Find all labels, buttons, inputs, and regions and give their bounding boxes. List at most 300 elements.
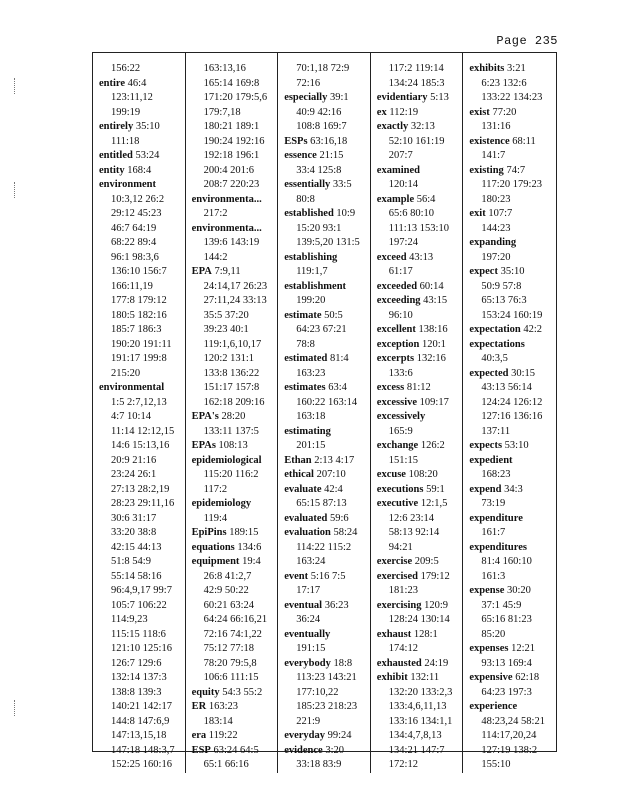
index-refs-line: 96:10 [388,309,413,321]
index-entry [469,642,553,657]
index-term: ethical [284,469,314,480]
index-refs-line: 139:5,20 131:5 [296,237,360,248]
index-refs-line: 133:8 136:22 [203,367,260,379]
index-refs-line: 64:24 66:16,21 [203,614,268,625]
index-refs-line: 179:7,18 [203,106,241,118]
index-refs-line: 199:19 [111,106,141,118]
index-refs-line: 26:8 41:2,7 [203,570,252,582]
index-refs: 50:5 [324,309,343,321]
index-refs: 42:4 [324,483,343,495]
index-refs-line: 165:14 169:8 [203,77,260,89]
index-refs: 2:13 4:17 [314,454,355,466]
index-refs-line: 133:11 137:5 [203,425,259,437]
index-refs-line: 6:23 132:6 [481,77,527,89]
index-refs-line: 177:8 179:12 [111,295,167,306]
index-refs-line: 58:13 92:14 [388,527,440,538]
index-term: expedient [469,454,513,466]
index-term: environmenta... [191,193,262,205]
index-refs: 126:2 [420,440,445,451]
index-term: exhibit [376,672,408,683]
index-refs: 99:24 [327,730,352,741]
index-refs-line: 117:20 179:23 [481,179,542,190]
index-entry [99,149,182,164]
index-column-3 [278,53,371,773]
index-refs-line: 43:13 56:14 [481,382,532,393]
index-refs: 119:22 [208,730,238,741]
index-refs-line: 24:14,17 26:23 [203,280,268,292]
index-refs-line: 17:17 [296,585,321,596]
index-refs-line: 128:24 130:14 [388,614,450,625]
index-refs: 3:21 [507,63,526,74]
index-entry [377,468,460,483]
index-refs-line: 42:15 44:13 [111,541,162,553]
index-refs-line: 133:6 [388,367,413,379]
index-refs-line: 40:9 42:16 [296,106,342,118]
index-refs-line: 111:18 [111,135,140,147]
index-refs-line: 133:4,6,11,13 [388,701,447,712]
index-entry [192,410,275,425]
index-entry [192,541,275,556]
index-term: examined [376,164,420,176]
index-entry [469,207,553,222]
index-refs-line: 207:7 [388,150,413,161]
index-term: exhaust [376,628,412,640]
index-refs-line: 153:24 160:19 [481,309,543,321]
index-refs: 21:15 [319,150,344,161]
index-entry [377,396,460,411]
index-refs: 63:24 64:5 [213,744,259,756]
index-term: EPAs [191,440,216,451]
index-refs-line: 185:7 186:3 [111,324,162,335]
index-term: exceed [376,251,407,263]
index-refs-line: 172:12 [388,759,418,770]
index-refs: 32:13 [410,121,435,132]
index-refs-line: 20:9 21:16 [111,454,157,466]
index-refs-line: 119:1,6,10,17 [203,338,262,350]
index-term: expenditures [469,541,527,553]
index-term: excess [376,382,405,393]
index-refs-line: 201:15 [296,440,326,451]
index-refs-line: 126:7 129:6 [111,657,162,669]
index-refs: 168:4 [127,164,152,176]
index-refs-line: 190:24 192:16 [203,135,265,147]
index-refs-line: 119:4 [203,512,228,524]
index-refs-line: 68:22 89:4 [111,237,157,248]
index-refs: 163:23 [208,701,238,712]
index-refs-line: 30:6 31:17 [111,512,157,524]
index-refs-line: 120:2 131:1 [203,353,255,364]
index-entry [377,120,460,135]
index-refs: 179:12 [420,570,450,582]
index-term: exceeding [376,295,421,306]
index-refs-line: 123:11,12 [111,92,153,103]
index-term: exhibits [469,63,505,74]
word-index-table [92,52,557,770]
index-refs-line: 200:4 201:6 [203,164,255,176]
index-term: evaluation [284,527,331,538]
index-entry [377,381,460,396]
index-column-2 [186,53,279,773]
index-refs-line: 191:15 [296,643,326,654]
index-term: exercising [376,599,422,611]
index-refs-line: 156:22 [111,63,141,74]
index-entry [469,584,553,599]
index-refs-line: 144:23 [481,222,511,234]
index-refs: 18:8 [333,657,353,669]
index-term: exactly [376,121,409,132]
index-entry [377,193,460,208]
index-entry [469,483,553,498]
index-term: entirely [99,121,134,132]
index-entry [284,149,367,164]
index-term: environmental [99,382,165,393]
index-entry [377,280,460,295]
index-refs-line: 162:18 209:16 [203,396,265,408]
index-term: estimated [284,353,328,364]
index-entry [377,352,460,367]
index-term: evaluate [284,483,322,495]
index-refs-line: 42:9 50:22 [203,585,249,596]
index-refs-line: 106:6 111:15 [203,672,259,683]
margin-mark [14,700,19,716]
index-refs-line: 4:7 10:14 [111,411,151,422]
index-column-1 [93,53,186,773]
index-entry [469,135,553,150]
index-term: Ethan [284,454,312,466]
index-refs-line: 28:23 29:11,16 [111,498,175,509]
index-entry [284,483,367,498]
index-refs-line: 72:16 74:1,22 [203,628,262,640]
index-refs-line: 199:20 [296,295,326,306]
index-term: executive [376,498,419,509]
index-term: exhausted [376,657,422,669]
index-refs-line: 65:13 76:3 [481,295,527,306]
index-term: entitled [99,150,133,161]
index-refs-line: 78:20 79:5,8 [203,657,257,669]
index-entry [192,555,275,570]
index-refs: 12:21 [511,643,536,654]
index-entry [377,671,460,686]
index-column-5 [463,53,556,773]
index-entry [469,367,553,382]
index-refs-line: 23:24 26:1 [111,469,157,480]
index-entry [284,744,367,759]
index-term: EPA [191,266,212,277]
index-entry [99,164,182,179]
index-refs-line: 51:8 54:9 [111,556,151,567]
index-term: establishment [284,280,347,292]
index-entry [377,628,460,643]
index-refs-line: 124:24 126:12 [481,396,543,408]
index-refs-line: 134:24 185:3 [388,77,445,89]
index-refs: 43:13 [409,251,434,263]
index-refs: 24:19 [424,657,449,669]
index-term: eventually [284,628,331,640]
index-entry [377,657,460,672]
index-refs-line: 221:9 [296,715,321,727]
index-term: estimating [284,425,331,437]
index-refs-line: 163:24 [296,556,326,567]
index-refs: 42:2 [523,324,543,335]
index-entry [284,729,367,744]
index-refs: 19:4 [242,556,261,567]
index-refs: 36:23 [324,599,349,611]
index-term: evidentiary [376,92,428,103]
index-refs-line: 65:1 66:16 [203,759,249,770]
margin-mark [14,182,19,198]
index-refs-line: 197:20 [481,251,511,263]
index-refs: 46:4 [127,77,147,89]
index-refs-line: 64:23 197:3 [481,686,532,698]
index-refs-line: 15:20 93:1 [296,222,342,234]
index-refs-line: 133:16 134:1,1 [388,715,453,727]
index-refs-line: 65:16 81:23 [481,614,532,625]
index-refs-line: 177:10,22 [296,686,339,698]
index-refs-line: 136:10 156:7 [111,266,167,277]
index-refs-line: 183:14 [203,715,233,727]
index-refs-line: 60:21 63:24 [203,599,255,611]
index-term: everyday [284,730,326,741]
index-entry [99,77,182,92]
index-refs: 12:1,5 [420,498,448,509]
index-refs-line: 75:12 77:18 [203,643,255,654]
index-term: expected [469,367,509,379]
index-refs-line: 105:7 106:22 [111,599,167,611]
index-term: everybody [284,657,331,669]
index-refs-line: 137:11 [481,425,511,437]
index-refs: 58:24 [333,527,358,538]
index-entry [377,439,460,454]
index-term: excellent [376,324,416,335]
index-refs: 68:11 [512,135,536,147]
index-refs: 34:3 [504,483,523,495]
index-refs-line: 14:6 15:13,16 [111,440,170,451]
index-entry [469,323,553,338]
index-refs: 39:1 [329,92,349,103]
index-refs: 30:15 [511,367,536,379]
index-refs: 30:20 [507,585,531,596]
index-refs-line: 117:2 119:14 [388,63,444,74]
index-refs-line: 115:20 116:2 [203,469,259,480]
index-entry [284,599,367,614]
index-refs-line: 93:13 169:4 [481,657,532,669]
index-entry [469,62,553,77]
index-refs-line: 138:8 139:3 [111,686,162,698]
index-term: exercised [376,570,419,582]
index-entry [469,265,553,280]
index-entry [192,439,275,454]
index-entry [192,700,275,715]
index-refs: 59:6 [329,512,349,524]
index-refs-line: 114:9,23 [111,614,148,625]
index-refs-line: 27:13 28:2,19 [111,483,170,495]
index-refs-line: 147:13,15,18 [111,730,167,741]
index-refs-line: 151:15 [388,454,418,466]
index-refs-line: 127:16 136:16 [481,411,543,422]
index-entry [192,686,275,701]
index-term: ex [376,106,387,118]
index-refs-line: 114:17,20,24 [481,730,537,741]
index-refs-line: 208:7 220:23 [203,179,260,190]
index-refs-line: 11:14 12:12,15 [111,425,175,437]
index-refs-line: 160:22 163:14 [296,396,358,408]
index-term: exercise [376,556,413,567]
index-refs-line: 50:9 57:8 [481,280,522,292]
index-refs: 81:4 [329,353,349,364]
index-term: evaluated [284,512,328,524]
index-term: ESP [191,744,211,756]
index-term: exception [376,338,420,350]
index-entry [377,106,460,121]
index-refs-line: 152:25 160:16 [111,759,172,770]
index-refs: 53:24 [135,150,160,161]
index-entry [284,657,367,672]
index-refs-line: 168:23 [481,469,511,480]
index-refs: 120:9 [424,599,449,611]
index-refs-line: 174:12 [388,643,418,654]
index-term: essentially [284,179,331,190]
index-term: equations [191,541,235,553]
index-refs: 56:4 [416,193,436,205]
index-term: expend [469,483,502,495]
index-refs-line: 29:12 45:23 [111,208,162,219]
index-refs-line: 111:13 153:10 [388,222,449,234]
index-refs: 134:6 [237,541,262,553]
index-term: expectation [469,324,521,335]
index-refs-line: 180:5 182:16 [111,309,167,321]
index-entry [469,106,553,121]
index-refs-line: 215:20 [111,367,141,379]
index-term: expenses [469,643,509,654]
index-entry [284,381,367,396]
index-refs-line: 65:15 87:13 [296,498,347,509]
index-refs-line: 27:11,24 33:13 [203,295,267,306]
index-entry [377,294,460,309]
index-refs-line: 33:4 125:8 [296,164,342,176]
index-refs-line: 96:4,9,17 99:7 [111,585,172,596]
index-term: eventual [284,599,323,611]
index-refs-line: 115:15 118:6 [111,628,166,640]
index-refs-line: 119:1,7 [296,266,328,277]
index-term: ER [191,701,207,712]
index-refs-line: 35:5 37:20 [203,309,249,321]
index-refs-line: 217:2 [203,208,228,219]
index-refs: 112:19 [389,106,419,118]
index-entry [99,120,182,135]
index-term: epidemiology [191,498,252,509]
index-refs: 128:1 [413,628,438,640]
index-refs-line: 139:6 143:19 [203,237,260,248]
index-refs-line: 151:17 157:8 [203,382,260,393]
index-refs-line: 197:24 [388,237,418,248]
index-term: executions [376,483,424,495]
index-refs-line: 37:1 45:9 [481,599,522,611]
index-term: EpiPins [191,527,227,538]
index-entry [192,526,275,541]
index-term: era [191,730,207,741]
index-refs-line: 132:14 137:3 [111,672,167,683]
index-term: equipment [191,556,240,567]
index-refs: 59:1 [426,483,445,495]
index-refs-line: 155:10 [481,759,511,770]
index-refs-line: 120:14 [388,179,418,190]
index-refs-line: 127:19 138:2 [481,744,538,756]
index-refs: 109:17 [419,396,449,408]
index-refs-line: 52:10 161:19 [388,135,445,147]
index-refs: 63:16,18 [310,135,348,147]
index-term: environment [99,179,156,190]
index-refs: 138:16 [418,324,448,335]
index-entry [284,178,367,193]
index-refs-line: 114:22 115:2 [296,541,352,553]
index-term: entity [99,164,125,176]
index-term: expects [469,440,503,451]
index-refs-line: 1:5 2:7,12,13 [111,396,167,408]
index-refs: 53:10 [504,440,529,451]
index-entry [377,91,460,106]
margin-mark [14,78,19,94]
index-refs-line: 161:7 [481,527,506,538]
index-entry [377,570,460,585]
index-term: experience [469,701,518,712]
index-refs-line: 132:20 133:2,3 [388,686,453,698]
index-refs: 5:16 7:5 [310,570,346,582]
index-refs-line: 65:6 80:10 [388,208,435,219]
index-refs: 108:20 [408,469,438,480]
index-refs: 77:20 [492,106,517,118]
index-refs: 132:11 [410,672,440,683]
index-refs: 28:20 [221,411,246,422]
index-refs-line: 191:17 199:8 [111,353,167,364]
index-term: excessive [376,396,418,408]
index-entry [284,309,367,324]
index-refs-line: 144:8 147:6,9 [111,715,170,727]
index-entry [377,251,460,266]
index-entry [377,483,460,498]
index-term: expanding [469,237,517,248]
index-term: existing [469,164,504,176]
index-refs-line: 190:20 191:11 [111,338,172,350]
index-refs: 54:3 55:2 [222,686,263,698]
index-entry [192,265,275,280]
index-term: existence [469,135,510,147]
index-refs-line: 64:23 67:21 [296,324,347,335]
index-refs: 108:13 [218,440,248,451]
index-refs: 81:12 [406,382,431,393]
index-refs-line: 33:18 83:9 [296,759,342,770]
index-refs: 189:15 [229,527,259,538]
index-term: essence [284,150,317,161]
index-term: expectations [469,338,525,350]
index-entry [284,468,367,483]
index-refs: 120:1 [422,338,446,350]
index-refs-line: 133:22 134:23 [481,92,543,103]
index-refs-line: 85:20 [481,628,506,640]
index-refs-line: 180:21 189:1 [203,121,260,132]
index-refs: 7:9,11 [214,266,241,277]
index-entry [284,454,367,469]
index-refs-line: 10:3,12 26:2 [111,193,165,205]
index-refs: 60:14 [419,280,444,292]
index-term: expensive [469,672,513,683]
index-entry [284,570,367,585]
index-refs-line: 39:23 40:1 [203,324,249,335]
index-entry [469,439,553,454]
index-refs-line: 73:19 [481,498,506,509]
index-entry [192,744,275,759]
index-refs: 43:15 [423,295,448,306]
index-refs-line: 141:7 [481,150,506,161]
